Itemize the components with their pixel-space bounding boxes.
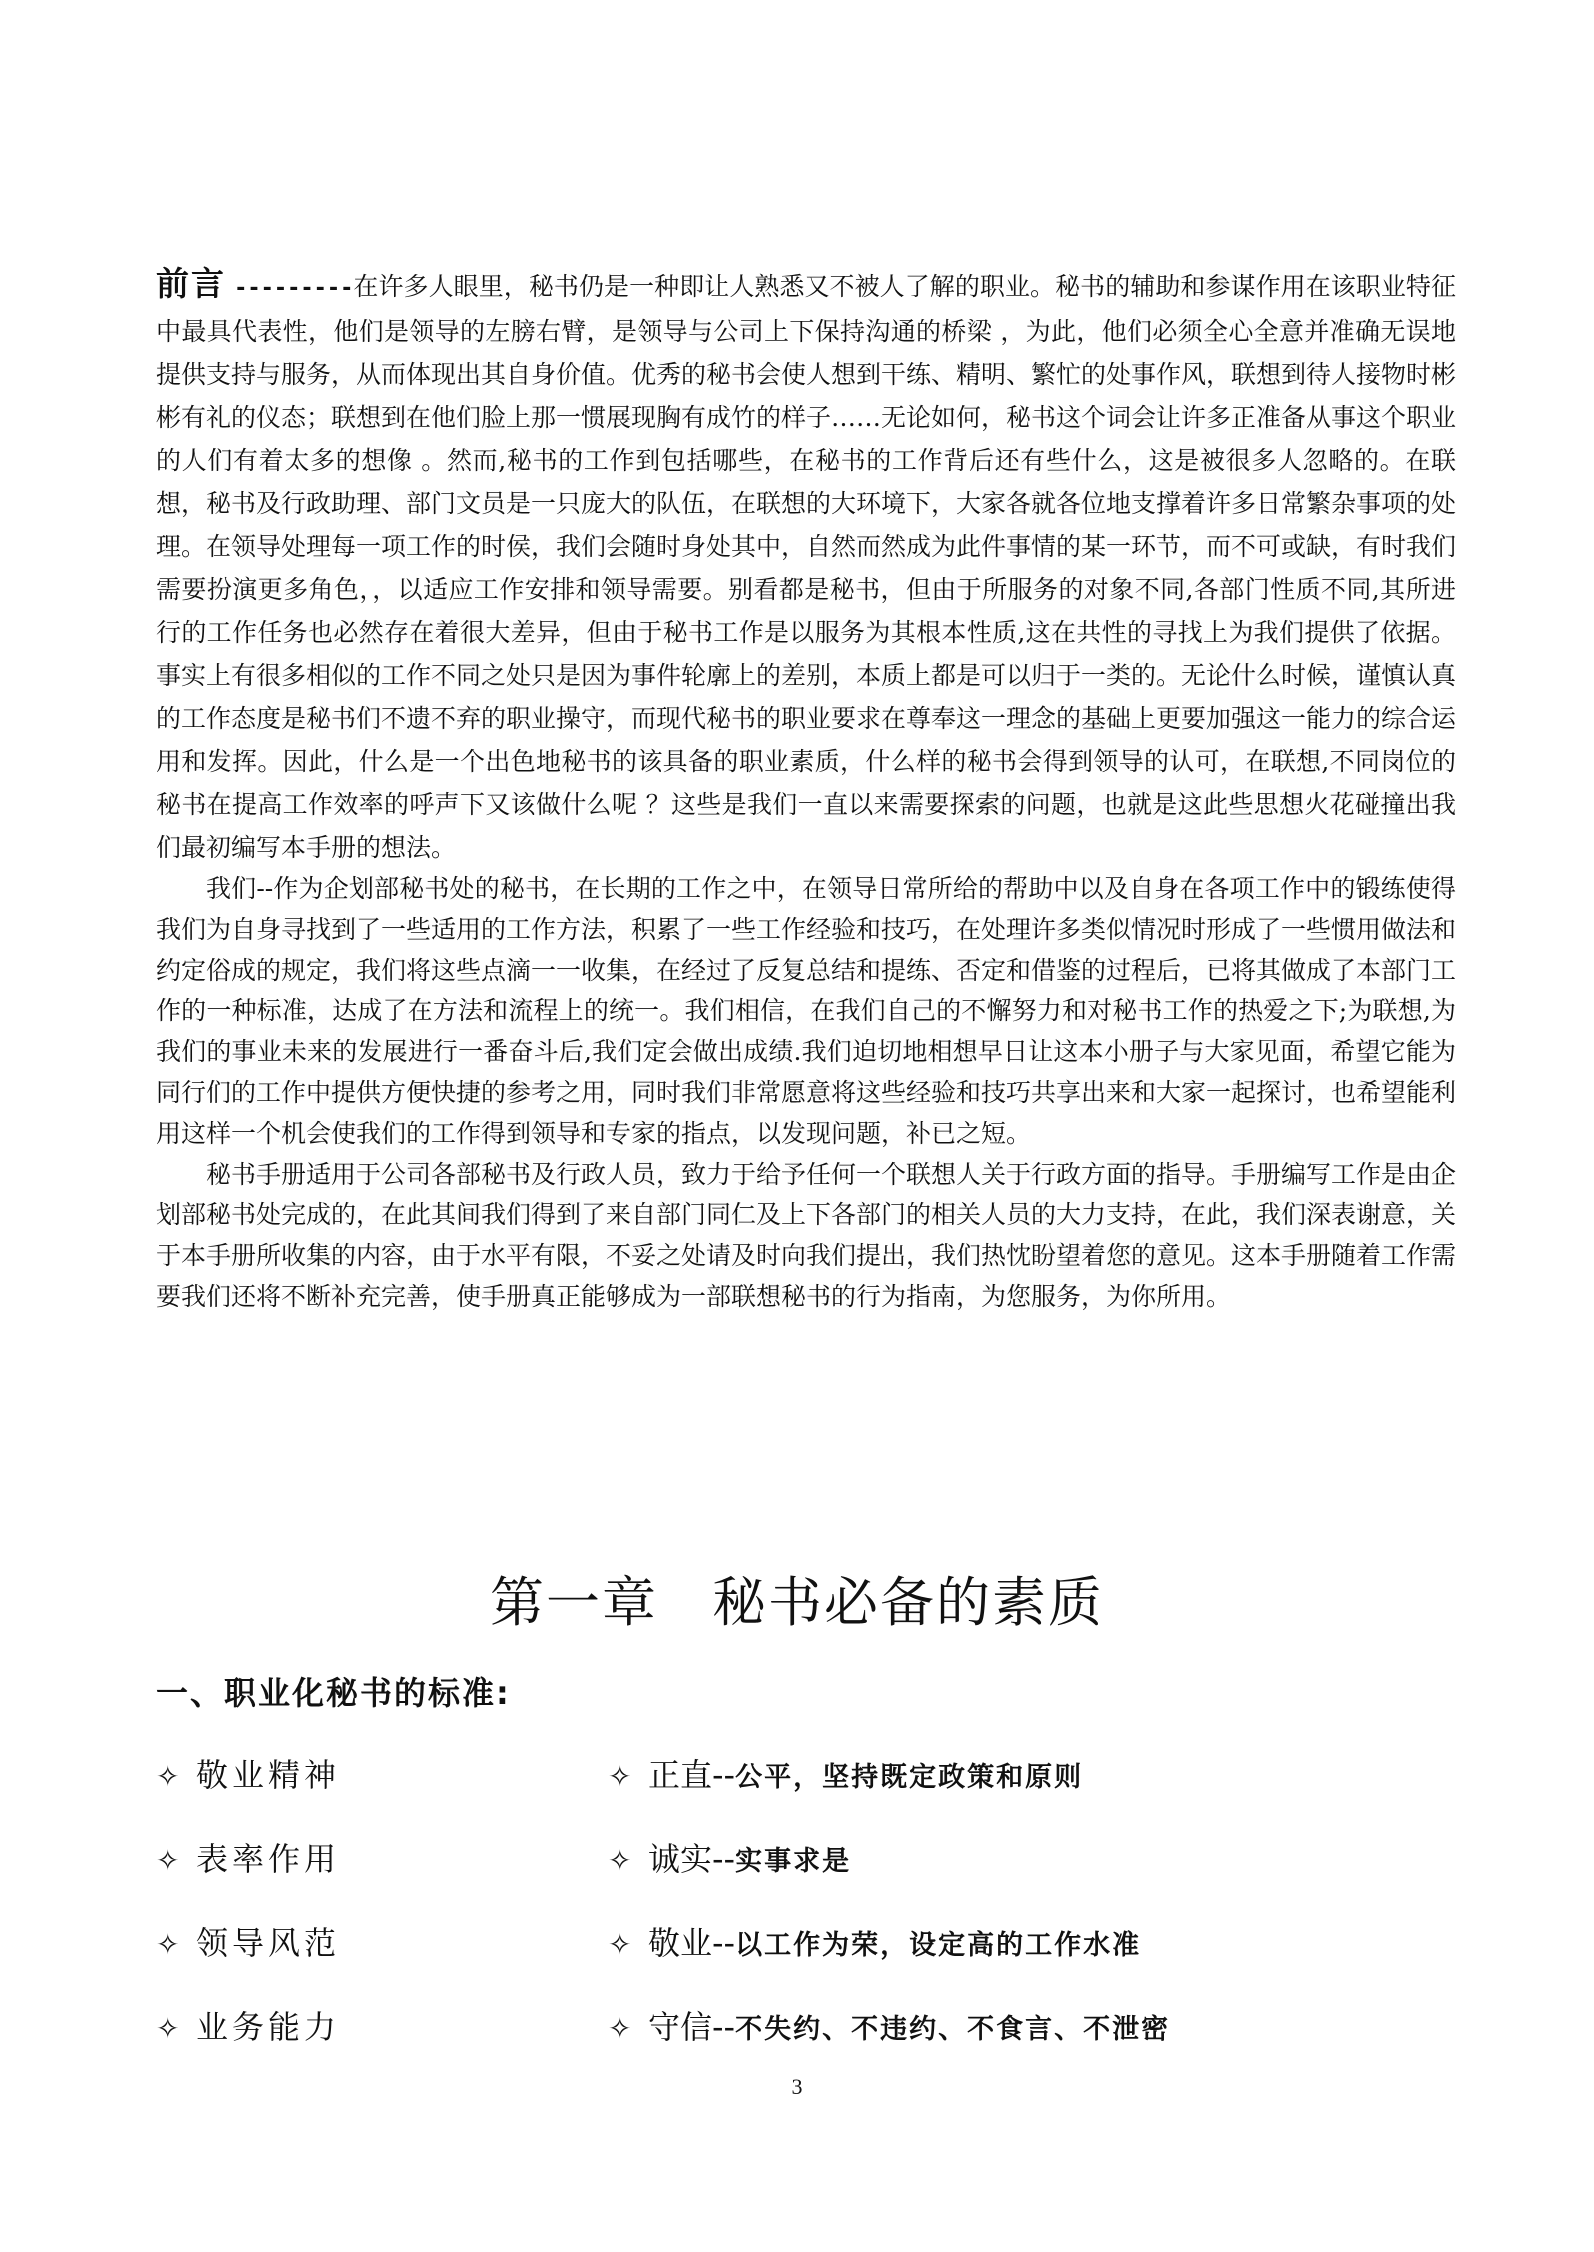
preface-dashes: --------- [234, 276, 354, 301]
qualities-list [156, 1750, 1476, 2086]
quality-row [156, 1750, 1476, 1834]
section-heading: 一、职业化秘书的标准: [156, 1674, 511, 1712]
quality-right-item: ✧ 诚实--实事求是 [608, 1840, 852, 1878]
white-four-pointed-star-icon: ✧ [608, 1760, 632, 1793]
white-four-pointed-star-icon: ✧ [156, 1928, 184, 1961]
white-four-pointed-star-icon: ✧ [156, 1760, 184, 1793]
quality-left-item: ✧ 表率作用 [156, 1840, 341, 1878]
chapter-name: 秘书必备的素质 [712, 1571, 1104, 1634]
page-number: 3 [791, 2074, 803, 2099]
quality-left-item: ✧ 领导风范 [156, 1924, 341, 1962]
quality-left-item: ✧ 业务能力 [156, 2008, 341, 2046]
quality-row [156, 1834, 1476, 1918]
quality-right-item: ✧ 正直--公平，坚持既定政策和原则 [608, 1756, 1084, 1794]
preface-paragraph-3: 秘书手册适用于公司各部秘书及行政人员，致力于给予任何一个联想人关于行政方面的指导。手册编写工作是由企划部秘书处完成的，在此其间我们得到了来自部门同仁及上下各部门的相关人员的大力支持，在此，我们深表谢意，关于本手册所收集的内容，由于水平有限，不妥之处请及时向我们提出，我们热忱盼望着您的意见。这本手册随着工作需要我们还将不断补充完善，使手册真正能够成为一部联想秘书的行为指南，为您服务，为你所用。 [156, 1159, 1457, 1311]
white-four-pointed-star-icon: ✧ [156, 1844, 184, 1877]
quality-right-item: ✧ 敬业--以工作为荣，设定高的工作水准 [608, 1924, 1142, 1962]
chapter-number: 第一章 [490, 1571, 658, 1634]
quality-row [156, 1918, 1476, 2002]
preface [156, 262, 1456, 1318]
preface-paragraph-2: 我们--作为企划部秘书处的秘书，在长期的工作之中，在领导日常所给的帮助中以及自身在各项工作中的锻练使得我们为自身寻找到了一些适用的工作方法，积累了一些工作经验和技巧，在处理许多类似情况时形成了一些惯用做法和约定俗成的规定，我们将这些点滴一一收集，在经过了反复总结和提练、否定和借鉴的过程后，已将其做成了本部门工作的一种标准，达成了在方法和流程上的统一。我们相信，在我们自己的不懈努力和对秘书工作的热爱之下;为联想,为我们的事业未来的发展进行一番奋斗后,我们定会做出成绩.我们迫切地相想早日让这本小册子与大家见面，希望它能为同行们的工作中提供方便快捷的参考之用，同时我们非常愿意将这些经验和技巧共享出来和大家一起探讨，也希望能利用这样一个机会使我们的工作得到领导和专家的指点，以发现问题，补已之短。 [156, 874, 1457, 1148]
quality-left-item: ✧ 敬业精神 [156, 1756, 341, 1794]
white-four-pointed-star-icon: ✧ [608, 1844, 632, 1877]
preface-heading: 前言 [156, 264, 227, 303]
preface-paragraph-1-text: 在许多人眼里，秘书仍是一种即让人熟悉又不被人了解的职业。秘书的辅助和参谋作用在该职业特征中最具代表性，他们是领导的左膀右臂，是领导与公司上下保持沟通的桥梁 ，为此，他们必须全心全意并准确无误地提供支持与服务，从而体现出其自身价值。优秀的秘书会使人想到干练、精明、繁忙的处事作风，联想到待人接物时彬彬有礼的仪态；联想到在他们脸上那一惯展现胸有成竹的样子……无论如何，秘书这个词会让许多正准备从事这个职业的人们有着太多的想像 。然而,秘书的工作到包括哪些，在秘书的工作背后还有些什么，这是被很多人忽略的。在联想，秘书及行政助理、部门文员是一只庞大的队伍，在联想的大环境下，大家各就各位地支撑着许多日常繁杂事项的处理。在领导处理每一项工作的时侯，我们会随时身处其中，自然而然成为此件事情的某一环节，而不可或缺，有时我们需要扮演更多角色，，以适应工作安排和领导需要。别看都是秘书，但由于所服务的对象不同,各部门性质不同,其所进行的工作任务也必然存在着很大差异，但由于秘书工作是以服务为其根本性质,这在共性的寻找上为我们提供了依据。事实上有很多相似的工作不同之处只是因为事件轮廓上的差别，本质上都是可以归于一类的。无论什么时候，谨慎认真的工作态度是秘书们不遗不弃的职业操守，而现代秘书的职业要求在尊奉这一理念的基础上更要加强这一能力的综合运用和发挥。因此，什么是一个出色地秘书的该具备的职业素质，什么样的秘书会得到领导的认可，在联想,不同岗位的秘书在提高工作效率的呼声下又该做什么呢 ？这些是我们一直以来需要探索的问题，也就是这此些思想火花碰撞出我们最初编写本手册的想法。 [156, 272, 1457, 862]
chapter-title [0, 1560, 1594, 1637]
white-four-pointed-star-icon: ✧ [156, 2012, 184, 2045]
white-four-pointed-star-icon: ✧ [608, 1928, 632, 1961]
preface-paragraph-1 [156, 262, 1456, 869]
white-four-pointed-star-icon: ✧ [608, 2012, 632, 2045]
quality-right-item: ✧ 守信--不失约、不违约、不食言、不泄密 [608, 2008, 1171, 2046]
